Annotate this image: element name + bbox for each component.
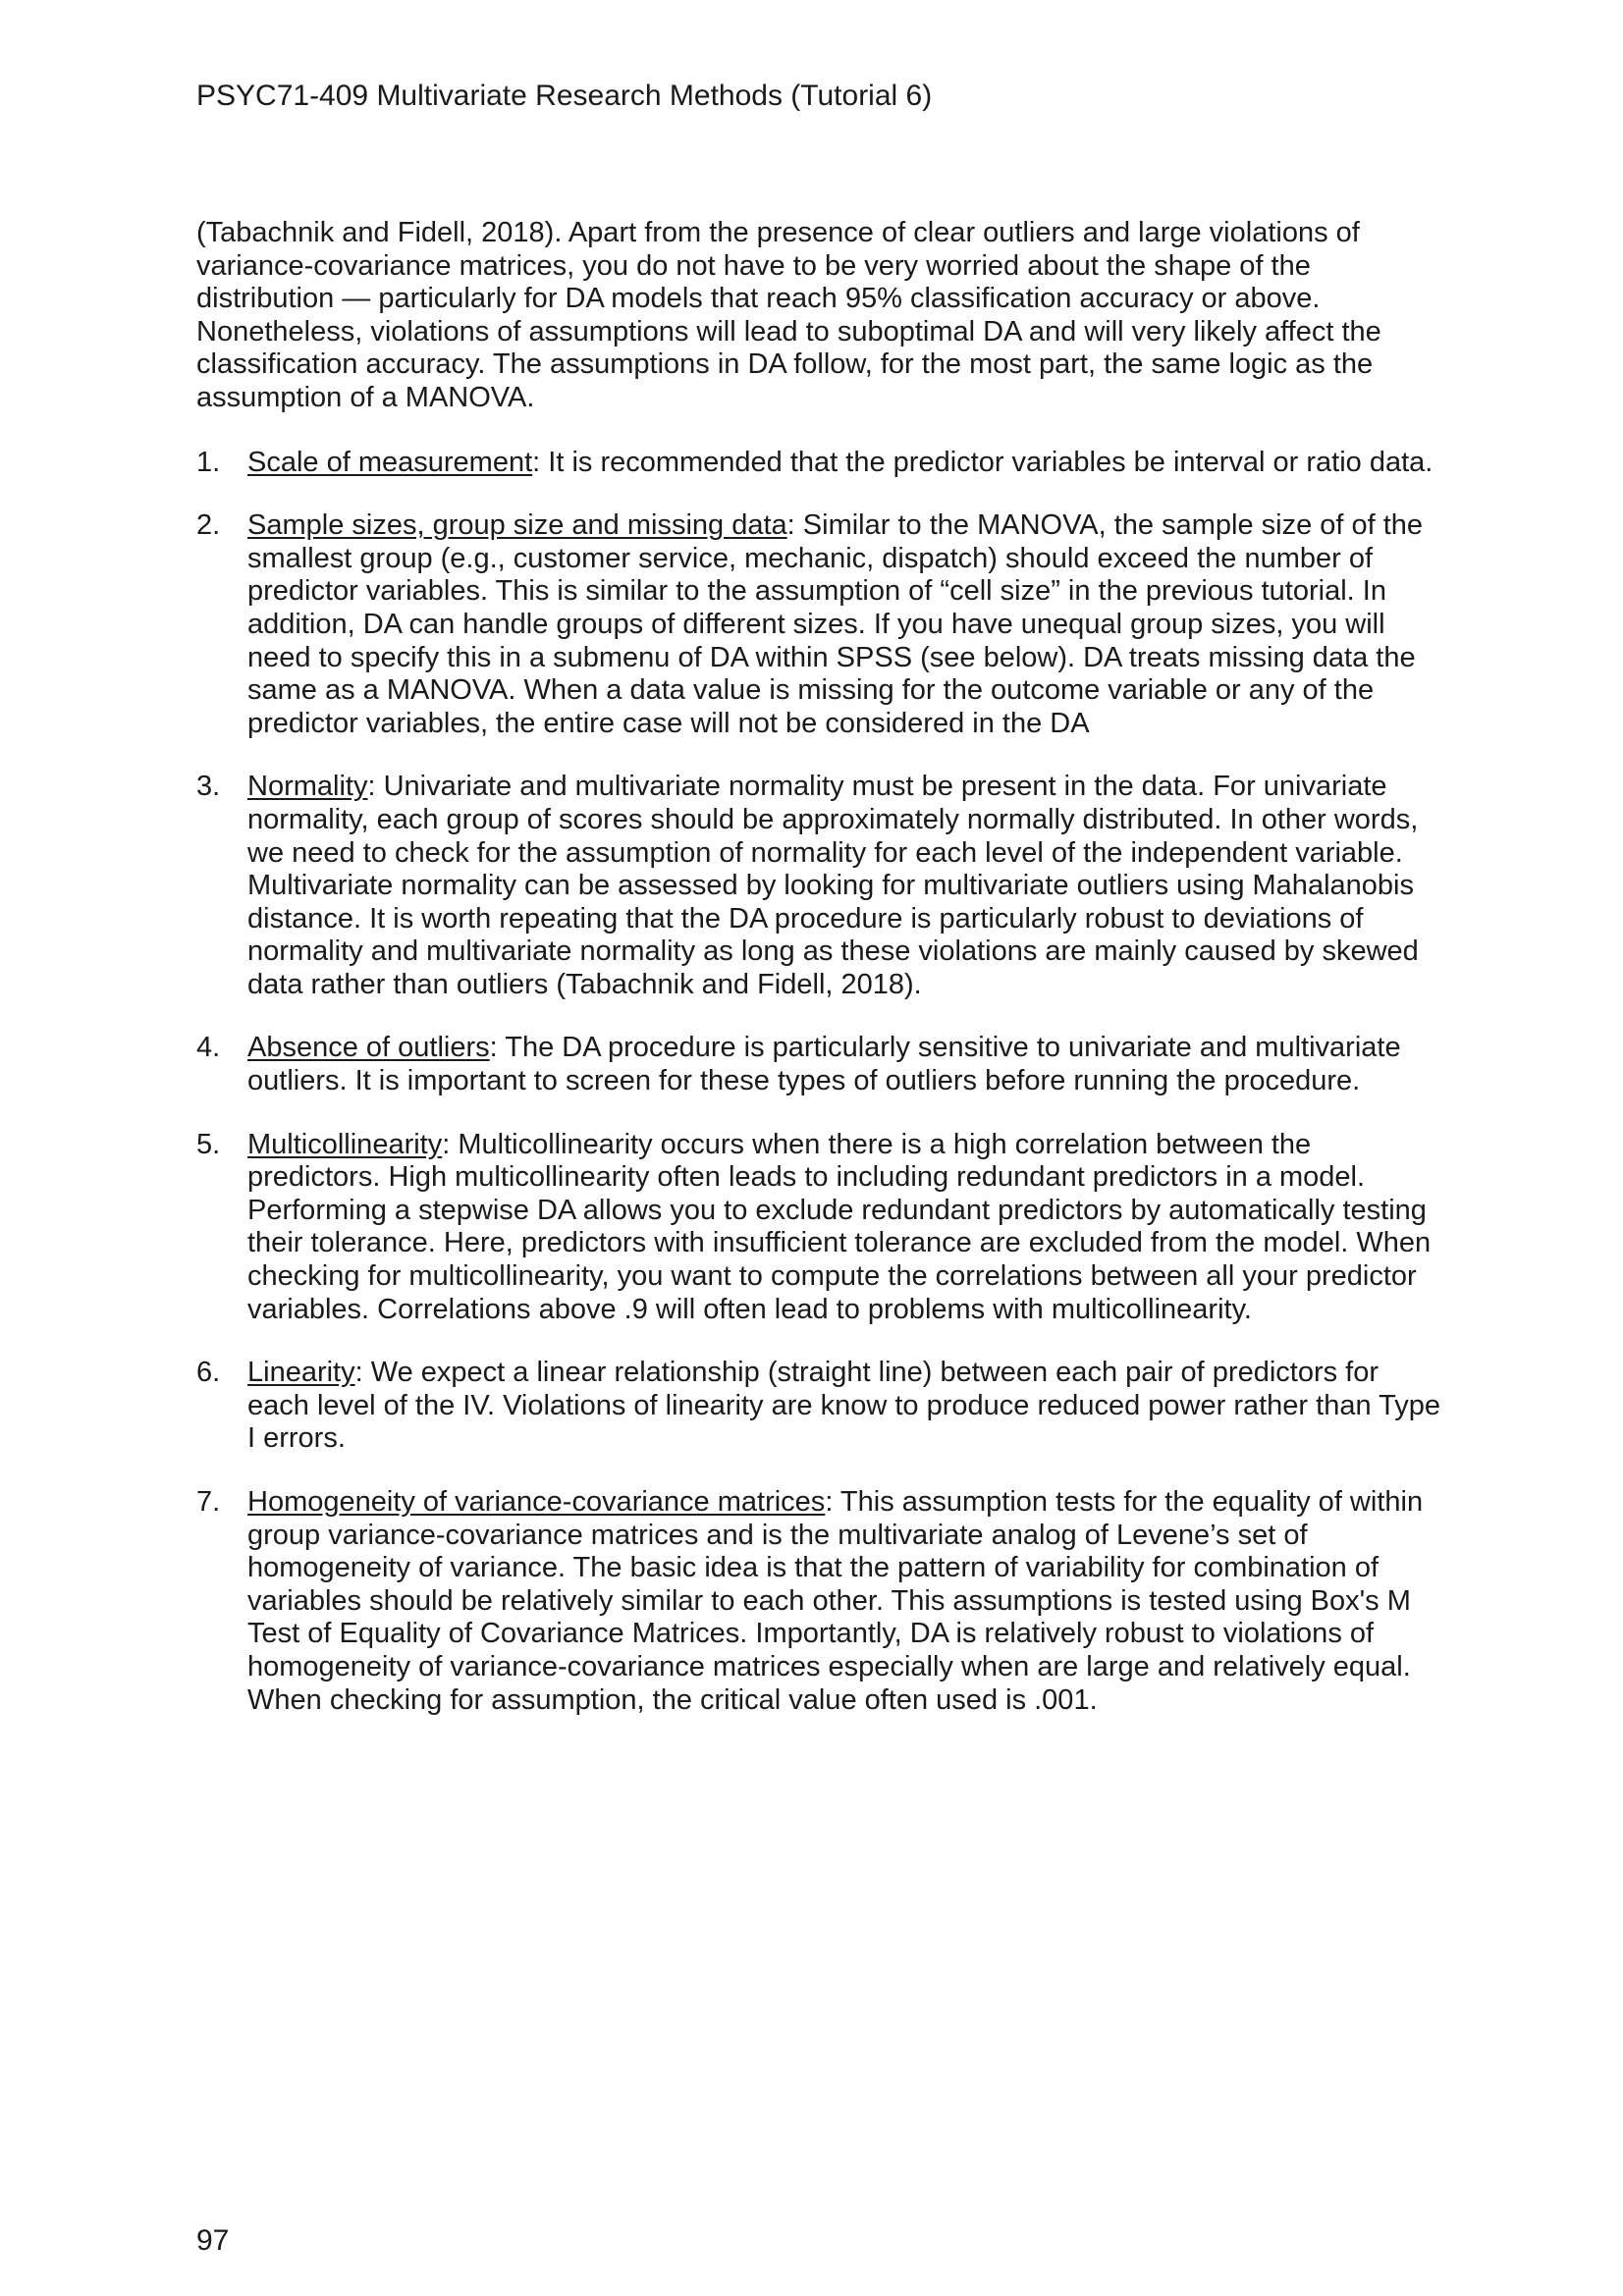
item-term: Scale of measurement: [247, 446, 533, 478]
page-number: 97: [196, 2224, 230, 2257]
item-text: : The DA procedure is particularly sensitive to univariate and multivariate outliers. It is important to screen for these types of outliers before running the procedure.: [247, 1032, 1401, 1097]
item-number: 7.: [196, 1486, 221, 1518]
assumption-multicollinearity: [196, 1129, 1443, 1327]
item-number: 3.: [196, 771, 221, 803]
item-text: : We expect a linear relationship (straight line) between each pair of predictors for each level of the IV. Violations of linearity are know to produce reduced power rather than Type I errors.: [247, 1357, 1440, 1455]
item-term: Absence of outliers: [247, 1032, 490, 1064]
item-text: : Similar to the MANOVA, the sample size of of the smallest group (e.g., customer service, mechanic, dispatch) should exceed the number of predictor variables. This is similar to the assumption of “cell size” in the previous tutorial. In addition, DA can handle groups of different sizes. If you have unequal group sizes, you will need to specify this in a submenu of DA within SPSS (see below). DA treats missing data the same as a MANOVA. When a data value is missing for the outcome variable or any of the predictor variables, the entire case will not be considered in the DA: [247, 509, 1424, 739]
item-term: Normality: [247, 771, 368, 803]
intro-paragraph: (Tabachnik and Fidell, 2018). Apart from the presence of clear outliers and large violations of variance-covariance matrices, you do not have to be very worried about the shape of the distribution — particularly for DA models that reach 95% classification accuracy or above. Nonetheless, violations of assumptions will lead to suboptimal DA and will very likely affect the classification accuracy. The assumptions in DA follow, for the most part, the same logic as the assumption of a MANOVA.: [196, 217, 1381, 413]
assumption-absence-of-outliers: [196, 1032, 1443, 1097]
assumption-linearity: [196, 1357, 1443, 1456]
item-text: : This assumption tests for the equality of within group variance-covariance matrices and is the multivariate analog of Levene’s set of homogeneity of variance. The basic idea is that the pattern of variability for combination of variables should be relatively similar to each other. This assumptions is tested using Box's M Test of Equality of Covariance Matrices. Importantly, DA is relatively robust to violations of homogeneity of variance-covariance matrices especially when are large and relatively equal. When checking for assumption, the critical value often used is .001.: [247, 1486, 1424, 1716]
assumption-sample-sizes: [196, 509, 1443, 740]
item-number: 2.: [196, 509, 221, 542]
item-term: Linearity: [247, 1357, 355, 1389]
item-term: Multicollinearity: [247, 1128, 443, 1160]
item-text: : Univariate and multivariate normality must be present in the data. For univariate normality, each group of scores should be approximately normally distributed. In other words, we need to check for the assumption of normality for each level of the independent variable. Multivariate normality can be assessed by looking for multivariate outliers using Mahalanobis distance. It is worth repeating that the DA procedure is particularly robust to deviations of normality and multivariate normality as long as these violations are mainly caused by skewed data rather than outliers (Tabachnik and Fidell, 2018).: [247, 771, 1419, 1000]
item-number: 4.: [196, 1032, 221, 1064]
item-text: : It is recommended that the predictor variables be interval or ratio data.: [532, 446, 1434, 478]
assumption-scale-of-measurement: [196, 447, 1443, 480]
assumption-normality: [196, 771, 1443, 1001]
assumptions-list: [196, 447, 1443, 1718]
item-number: 1.: [196, 446, 221, 478]
item-number: 5.: [196, 1128, 221, 1160]
assumption-homogeneity-of-variance-covariance: [196, 1486, 1443, 1717]
page-body: [196, 217, 1443, 1747]
item-text: : Multicollinearity occurs when there is a high correlation between the predictors. High multicollinearity often leads to including redundant predictors in a model. Performing a stepwise DA allows you to exclude redundant predictors by automatically testing their tolerance. Here, predictors with insufficient tolerance are excluded from the model. When checking for multicollinearity, you want to compute the correlations between all your predictor variables. Correlations above .9 will often lead to problems with multicollinearity.: [247, 1128, 1432, 1325]
item-term: Homogeneity of variance-covariance matrices: [247, 1486, 826, 1518]
item-number: 6.: [196, 1357, 221, 1389]
running-header: PSYC71-409 Multivariate Research Methods (Tutorial 6): [196, 80, 933, 112]
item-term: Sample sizes, group size and missing data: [247, 509, 787, 542]
